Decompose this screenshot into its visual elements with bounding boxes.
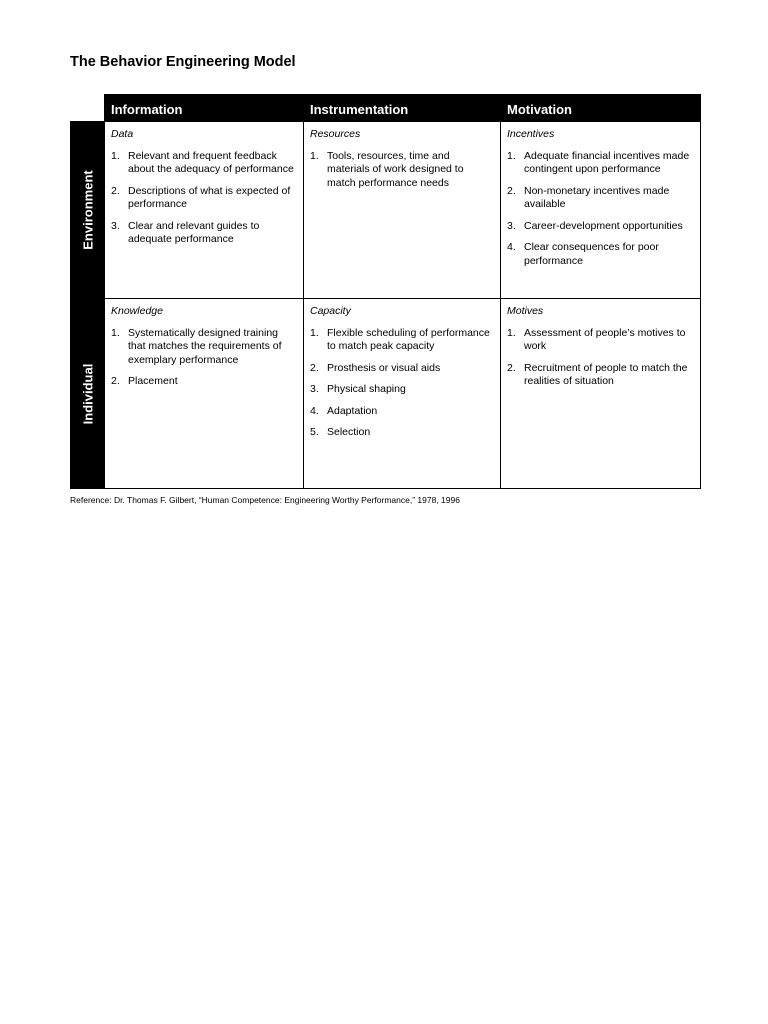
page-title: The Behavior Engineering Model	[70, 54, 296, 70]
cell-motives	[501, 299, 701, 489]
list-item: 1. Systematically designed training that matches the requirements of exemplary performance	[111, 326, 282, 366]
cell-subtitle: Capacity	[310, 305, 351, 317]
list-item: 1. Adequate financial incentives made contingent upon performance	[507, 149, 690, 175]
item-list	[507, 150, 694, 269]
list-item: 2. Placement	[111, 375, 178, 387]
row-header-label: Individual	[80, 363, 95, 424]
row-environment	[71, 122, 701, 299]
item-list	[310, 327, 494, 440]
cell-capacity	[304, 299, 501, 489]
list-item: 2. Recruitment of people to match the realities of situation	[507, 361, 688, 387]
list-item: 1. Assessment of people’s motives to work	[507, 326, 686, 352]
list-item: 1. Relevant and frequent feedback about the adequacy of performance	[111, 149, 294, 175]
row-header-individual	[71, 299, 105, 489]
list-item: 2. Prosthesis or visual aids	[310, 361, 441, 374]
row-individual	[71, 299, 701, 489]
list-item: 4. Adaptation	[310, 404, 378, 417]
list-item: 3. Clear and relevant guides to adequate performance	[111, 219, 260, 245]
cell-incentives	[501, 122, 701, 299]
item-list	[507, 327, 694, 389]
corner-cell	[71, 95, 105, 122]
list-item: 4. Clear consequences for poor performance	[507, 241, 659, 267]
cell-subtitle: Incentives	[507, 128, 555, 140]
column-header-motivation: Motivation	[501, 95, 701, 122]
list-item: 2. Non-monetary incentives made available	[507, 184, 670, 210]
item-list	[310, 150, 494, 191]
cell-subtitle: Data	[111, 128, 134, 140]
list-item: 2. Descriptions of what is expected of performance	[111, 184, 291, 210]
list-item: 1. Flexible scheduling of performance to match peak capacity	[310, 326, 490, 352]
cell-subtitle: Motives	[507, 305, 544, 317]
column-header-instrumentation: Instrumentation	[304, 95, 501, 122]
column-header-information: Information	[105, 95, 304, 122]
cell-knowledge	[105, 299, 304, 489]
cell-resources	[304, 122, 501, 299]
header-row	[71, 95, 701, 122]
item-list	[111, 327, 297, 389]
row-header-environment	[71, 122, 105, 299]
behavior-engineering-table	[70, 94, 701, 489]
cell-subtitle: Resources	[310, 128, 361, 140]
item-list	[111, 150, 297, 247]
row-header-label: Environment	[80, 170, 95, 250]
reference-note: Reference: Dr. Thomas F. Gilbert, “Human Competence: Engineering Worthy Performance,” 1978, 1996	[70, 495, 460, 505]
cell-subtitle: Knowledge	[111, 305, 163, 317]
list-item: 3. Career-development opportunities	[507, 219, 683, 232]
list-item: 3. Physical shaping	[310, 383, 406, 395]
list-item: 1. Tools, resources, time and materials of work designed to match performance needs	[310, 149, 464, 189]
list-item: 5. Selection	[310, 426, 371, 438]
cell-data	[105, 122, 304, 299]
